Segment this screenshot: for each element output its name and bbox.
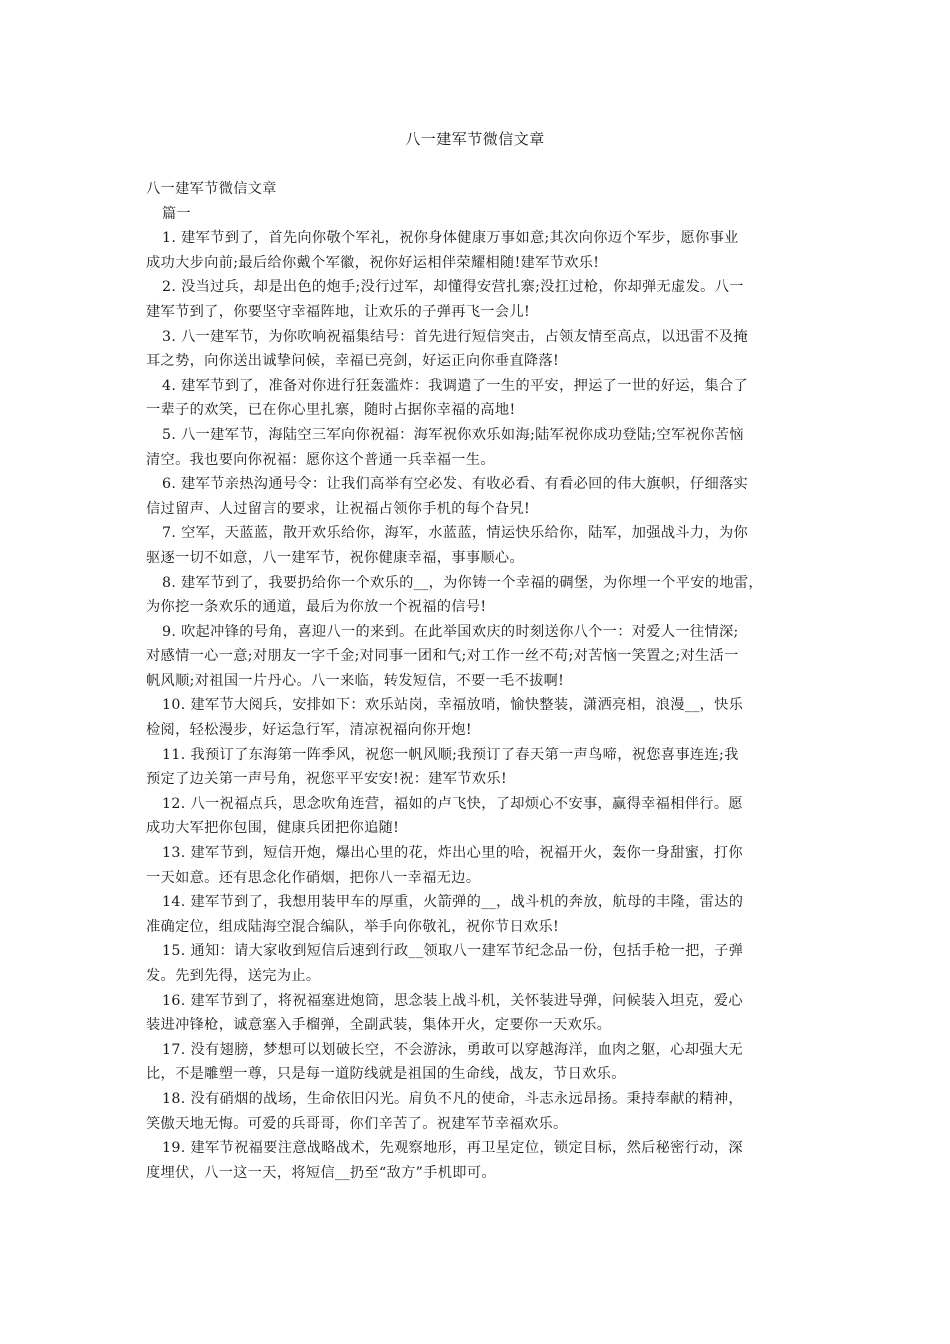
blessing-line: 8. 建军节到了，我要扔给你一个欢乐的__，为你铸一个幸福的碉堡，为你埋一个平安的地雷， (162, 574, 763, 591)
blessing-line: 清空。我也要向你祝福：愿你这个普通一兵幸福一生。 (146, 451, 495, 468)
blessing-line: 一天如意。还有思念化作硝烟，把你八一幸福无边。 (146, 869, 481, 886)
blessing-line: 比，不是雕塑一尊，只是每一道防线就是祖国的生命线，战友，节日欢乐。 (146, 1066, 626, 1083)
blessing-line: 耳之势，向你送出诚挚问候，幸福已亮剑，好运正向你垂直降落! (146, 353, 560, 370)
blessing-item (146, 693, 808, 742)
blessing-item (146, 226, 808, 275)
blessing-line: 信过留声、人过留言的要求，让祝福占领你手机的每个旮旯! (146, 500, 531, 517)
blessing-item (146, 1136, 808, 1185)
blessing-line: 14. 建军节到了，我想用装甲车的厚重，火箭弹的__，战斗机的奔放，航母的丰隆，雷达的 (162, 894, 744, 911)
document-body (146, 177, 808, 1185)
blessing-line: 为你挖一条欢乐的通道，最后为你放一个祝福的信号! (146, 599, 487, 616)
blessing-line: 一辈子的欢笑，已在你心里扎寨，随时占据你幸福的高地! (146, 402, 516, 419)
blessing-line: 成功大步向前;最后给你戴个军徽，祝你好运相伴荣耀相随!建军节欢乐! (146, 254, 600, 271)
blessing-list (146, 226, 808, 1185)
blessing-line: 帆风顺;对祖国一片丹心。八一来临，转发短信，不要一毛不拔啊! (146, 672, 565, 689)
blessing-item (146, 275, 808, 324)
blessing-item (146, 423, 808, 472)
blessing-item (146, 939, 808, 988)
blessing-line: 10. 建军节大阅兵，安排如下：欢乐站岗，幸福放哨，愉快整装，潇洒亮相，浪漫__，快乐 (162, 697, 744, 714)
blessing-line: 建军节到了，你要坚守幸福阵地，让欢乐的子弹再飞一会儿! (146, 303, 531, 320)
document-title: 八一建军节微信文章 (405, 130, 545, 148)
blessing-line: 对感情一心一意;对朋友一字千金;对同事一团和气;对工作一丝不苟;对苦恼一笑置之;对生活一 (146, 648, 739, 665)
blessing-line: 笑傲天地无悔。可爱的兵哥哥，你们辛苦了。祝建军节幸福欢乐。 (146, 1115, 568, 1132)
blessing-item (146, 890, 808, 939)
blessing-line: 5. 八一建军节，海陆空三军向你祝福：海军祝你欢乐如海;陆军祝你成功登陆;空军祝你苦恼 (162, 426, 744, 443)
blessing-item (146, 841, 808, 890)
blessing-line: 12. 八一祝福点兵，思念吹角连营，福如的卢飞快，了却烦心不安事，赢得幸福相伴行。愿 (162, 795, 743, 812)
blessing-line: 装进冲锋枪，诚意塞入手榴弹，全副武装，集体开火，定要你一天欢乐。 (146, 1017, 612, 1034)
blessing-item (146, 571, 808, 620)
blessing-line: 准确定位，组成陆海空混合编队，举手向你敬礼，祝你节日欢乐! (146, 918, 560, 935)
blessing-line: 18. 没有硝烟的战场，生命依旧闪光。肩负不凡的使命，斗志永远昂扬。秉持奉献的精神， (162, 1090, 743, 1107)
blessing-line: 3. 八一建军节，为你吹响祝福集结号：首先进行短信突击，占领友情至高点，以迅雷不及掩 (162, 328, 749, 345)
blessing-item (146, 989, 808, 1038)
blessing-item (146, 1038, 808, 1087)
blessing-item (146, 374, 808, 423)
blessing-item (146, 521, 808, 570)
blessing-item (146, 743, 808, 792)
blessing-line: 9. 吹起冲锋的号角，喜迎八一的来到。在此举国欢庆的时刻送你八个一：对爱人一往情深; (162, 623, 739, 640)
blessing-line: 度埋伏，八一这一天，将短信__扔至“敌方”手机即可。 (146, 1164, 496, 1181)
blessing-item (146, 620, 808, 694)
blessing-item (146, 472, 808, 521)
blessing-line: 16. 建军节到了，将祝福塞进炮筒，思念装上战斗机，关怀装进导弹，问候装入坦克，爱心 (162, 992, 743, 1009)
blessing-line: 驱逐一切不如意，八一建军节，祝你健康幸福，事事顺心。 (146, 549, 524, 566)
blessing-line: 19. 建军节祝福要注意战略战术，先观察地形，再卫星定位，锁定目标，然后秘密行动，深 (162, 1140, 743, 1157)
blessing-line: 7. 空军，天蓝蓝，散开欢乐给你，海军，水蓝蓝，情运快乐给你，陆军，加强战斗力，为你 (162, 525, 749, 542)
blessing-item (146, 1087, 808, 1136)
blessing-line: 2. 没当过兵，却是出色的炮手;没行过军，却懂得安营扎寨;没扛过枪，你却弹无虚发。八一 (162, 279, 744, 296)
blessing-line: 17. 没有翅膀，梦想可以划破长空，不会游泳，勇敢可以穿越海洋，血肉之躯，心却强大无 (162, 1041, 743, 1058)
blessing-line: 预定了边关第一声号角，祝您平平安安!祝：建军节欢乐! (146, 771, 508, 788)
document-subtitle: 八一建军节微信文章 (146, 181, 277, 197)
blessing-line: 检阅，轻松漫步，好运急行军，清凉祝福向你开炮! (146, 722, 472, 739)
blessing-line: 6. 建军节亲热沟通号令：让我们高举有空必发、有收必看、有看必回的伟大旗帜，仔细落实 (162, 476, 749, 493)
blessing-line: 15. 通知：请大家收到短信后速到行政__领取八一建军节纪念品一份，包括手枪一把，子弹 (162, 943, 744, 960)
blessing-line: 成功大军把你包围，健康兵团把你追随! (146, 820, 400, 837)
blessing-line: 11. 我预订了东海第一阵季风，祝您一帆风顺;我预订了春天第一声鸟啼，祝您喜事连连;我 (162, 746, 739, 763)
blessing-item (146, 792, 808, 841)
section-heading: 篇一 (162, 205, 192, 222)
blessing-line: 13. 建军节到，短信开炮，爆出心里的花，炸出心里的哈，祝福开火，轰你一身甜蜜，打你 (162, 845, 743, 862)
blessing-line: 1. 建军节到了，首先向你敬个军礼，祝你身体健康万事如意;其次向你迈个军步，愿你事业 (162, 230, 739, 247)
blessing-item (146, 325, 808, 374)
blessing-line: 4. 建军节到了，准备对你进行狂轰滥炸：我调遣了一生的平安，押运了一世的好运，集合了 (162, 377, 749, 394)
blessing-line: 发。先到先得，送完为止。 (146, 968, 321, 984)
